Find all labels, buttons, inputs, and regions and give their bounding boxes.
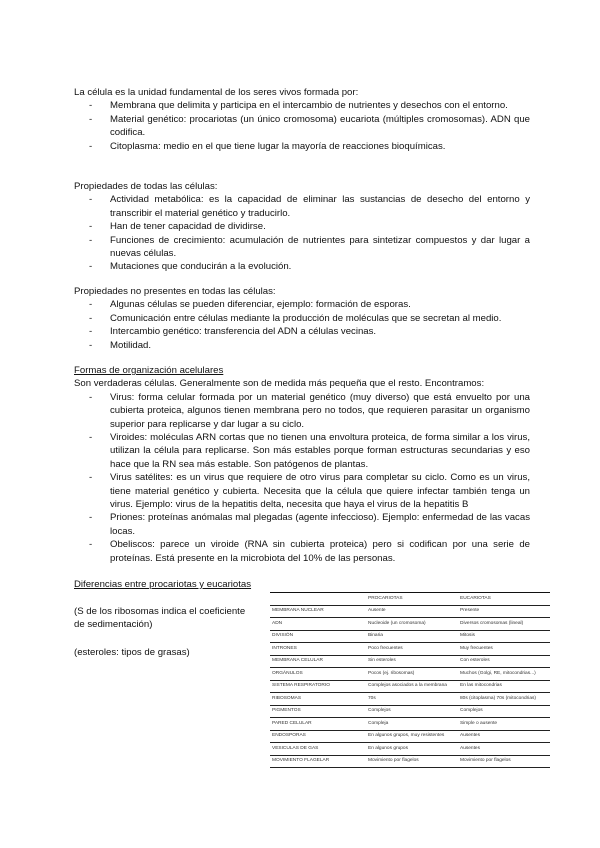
table-header-cell: PROCARIOTAS [366, 593, 458, 606]
list-item: - Viroides: moléculas ARN cortas que no tienen una envoltura proteica, de forma similar a los virus, utilizan la célula para replicarse. Son más estables porque forman estructuras secundarias y eso hace que la RN sea más estable. Son patógenos de plantas. [74, 431, 530, 471]
table-header-row [270, 593, 550, 606]
table-cell: SISTEMA RESPIRATORIO [270, 680, 366, 693]
table-cell: ORGÁNULOS [270, 668, 366, 681]
list-item: - Han de tener capacidad de dividirse. [74, 220, 530, 233]
properties-all-heading: Propiedades de todas las células: [74, 181, 218, 192]
table-row [270, 618, 550, 631]
table-cell: Binaria [366, 630, 458, 643]
sedimentation-note [74, 605, 254, 632]
list-item: - Virus satélites: es un virus que requiere de otro virus para completar su ciclo. Como es un virus, tiene material genético y cubierta. Necesita que la célula que quiere infectar también tenga un virus. Ejemplo: virus de la hepatitis delta, necesita que haya el virus de la hepatitis B [74, 471, 530, 511]
table-cell: En algunos grupos [366, 743, 458, 756]
table-cell: Ausentes [458, 743, 550, 756]
table-row [270, 755, 550, 768]
list-item: - Citoplasma: medio en el que tiene lugar la mayoría de reacciones bioquímicas. [74, 140, 530, 153]
table-row [270, 680, 550, 693]
table-cell: Complejos [458, 705, 550, 718]
table-cell: MEMBRANA CELULAR [270, 655, 366, 668]
table-cell: RIBOSOMAS [270, 693, 366, 706]
table-cell: Mitosis [458, 630, 550, 643]
table-cell: Nucleoide (un cromosoma) [366, 618, 458, 631]
differences-section [74, 578, 530, 591]
table-row [270, 630, 550, 643]
table-cell: MOVIMIENTO FLAGELAR [270, 755, 366, 768]
table-cell: Pocos (ej. ribosomas) [366, 668, 458, 681]
table-cell: ENDOSPORAS [270, 730, 366, 743]
table-cell: Diversos cromosomas (lineal) [458, 618, 550, 631]
table-cell: Ausente [366, 605, 458, 618]
table-cell: Complejos asociados a la membrana [366, 680, 458, 693]
table-cell: Muy frecuentes [458, 643, 550, 656]
list-item: - Comunicación entre células mediante la producción de moléculas que se secretan al medio. [74, 312, 530, 325]
table-cell: PARED CELULAR [270, 718, 366, 731]
acellular-heading: Formas de organización acelulares [74, 365, 224, 376]
list-item: - Intercambio genético: transferencia del ADN a células vecinas. [74, 325, 530, 338]
table-cell: Compleja [366, 718, 458, 731]
table-row [270, 643, 550, 656]
table-row [270, 668, 550, 681]
table-row [270, 730, 550, 743]
properties-not-all-heading: Propiedades no presentes en todas las células: [74, 286, 276, 297]
list-item: - Motilidad. [74, 339, 530, 352]
table-cell: INTRONES [270, 643, 366, 656]
table-cell: En las mitocondrias [458, 680, 550, 693]
table-cell: Muchos (Golgi, RE, mitocondrias...) [458, 668, 550, 681]
acellular-list [74, 391, 530, 565]
list-item: - Actividad metabólica: es la capacidad de eliminar las sustancias de desecho del entorno y transcribir el material genético y traducirlo. [74, 193, 530, 220]
table-header-cell [270, 593, 366, 606]
table-cell: PIGMENTOS [270, 705, 366, 718]
note-ribosomes: (S de los ribosomas indica el coeficiente de sedimentación) [74, 606, 246, 631]
table-cell: Complejos [366, 705, 458, 718]
table-cell: Movimiento por flagelos [366, 755, 458, 768]
note-sterols: (esteroles: tipos de grasas) [74, 647, 190, 658]
table-cell: Sin esteroles [366, 655, 458, 668]
comparison-table [270, 592, 550, 768]
table-cell: Presente [458, 605, 550, 618]
table-cell: Movimiento por flagelos [458, 755, 550, 768]
table-cell: MEMBRANA NUCLEAR [270, 605, 366, 618]
table-row [270, 655, 550, 668]
list-item: - Obeliscos: parece un viroide (RNA sin cubierta proteica) pero si codifican por una serie de proteínas. Está presente en la microbiota del 10% de las personas. [74, 538, 530, 565]
table-cell: Ausentes [458, 730, 550, 743]
properties-all-list [74, 193, 530, 273]
list-item: - Virus: forma celular formada por un material genético (muy diverso) que está envuelto por una cubierta proteica, algunos tienen membrana pero no todos, que requieren parasitar un organismo superior para replicarse y dar lugar a su ciclo. [74, 391, 530, 431]
list-item: - Funciones de crecimiento: acumulación de nutrientes para sintetizar compuestos y dar lugar a nuevas células. [74, 234, 530, 261]
table-row [270, 743, 550, 756]
table-row [270, 718, 550, 731]
list-item: - Algunas células se pueden diferenciar, ejemplo: formación de esporas. [74, 298, 530, 311]
list-item: - Material genético: procariotas (un único cromosoma) eucariota (múltiples cromosomas). ADN que codifica. [74, 113, 530, 140]
table-cell: En algunos grupos, muy resistentes [366, 730, 458, 743]
table-header-cell: EUCARIOTAS [458, 593, 550, 606]
table-cell: Con esteroles [458, 655, 550, 668]
table-cell: ADN [270, 618, 366, 631]
table-cell: 70s [366, 693, 458, 706]
differences-heading: Diferencias entre procariotas y eucariotas [74, 579, 252, 590]
table-cell: Simple o ausente [458, 718, 550, 731]
table-cell: 80s (citoplasma) 70s (mitocondrias) [458, 693, 550, 706]
list-item: - Mutaciones que conducirán a la evolución. [74, 260, 530, 273]
acellular-section [74, 364, 530, 565]
table-cell: DIVISIÓN [270, 630, 366, 643]
sterols-note [74, 646, 254, 659]
table-row [270, 605, 550, 618]
intro-heading: La célula es la unidad fundamental de los seres vivos formada por: [74, 87, 359, 98]
acellular-intro: Son verdaderas células. Generalmente son de medida más pequeña que el resto. Encontramos: [74, 378, 485, 390]
table-row [270, 705, 550, 718]
properties-not-all-list [74, 298, 530, 352]
table-cell: Poco frecuentes [366, 643, 458, 656]
list-item: - Priones: proteínas anómalas mal plegadas (agente infeccioso). Ejemplo: enfermedad de las vacas locas. [74, 511, 530, 538]
list-item: - Membrana que delimita y participa en el intercambio de nutrientes y desechos con el entorno. [74, 99, 530, 112]
intro-list [74, 99, 530, 153]
intro-section [74, 86, 530, 153]
properties-not-all-section [74, 285, 530, 352]
table-row [270, 693, 550, 706]
table-cell: VESICULAS DE GAS [270, 743, 366, 756]
properties-all-section [74, 180, 530, 274]
